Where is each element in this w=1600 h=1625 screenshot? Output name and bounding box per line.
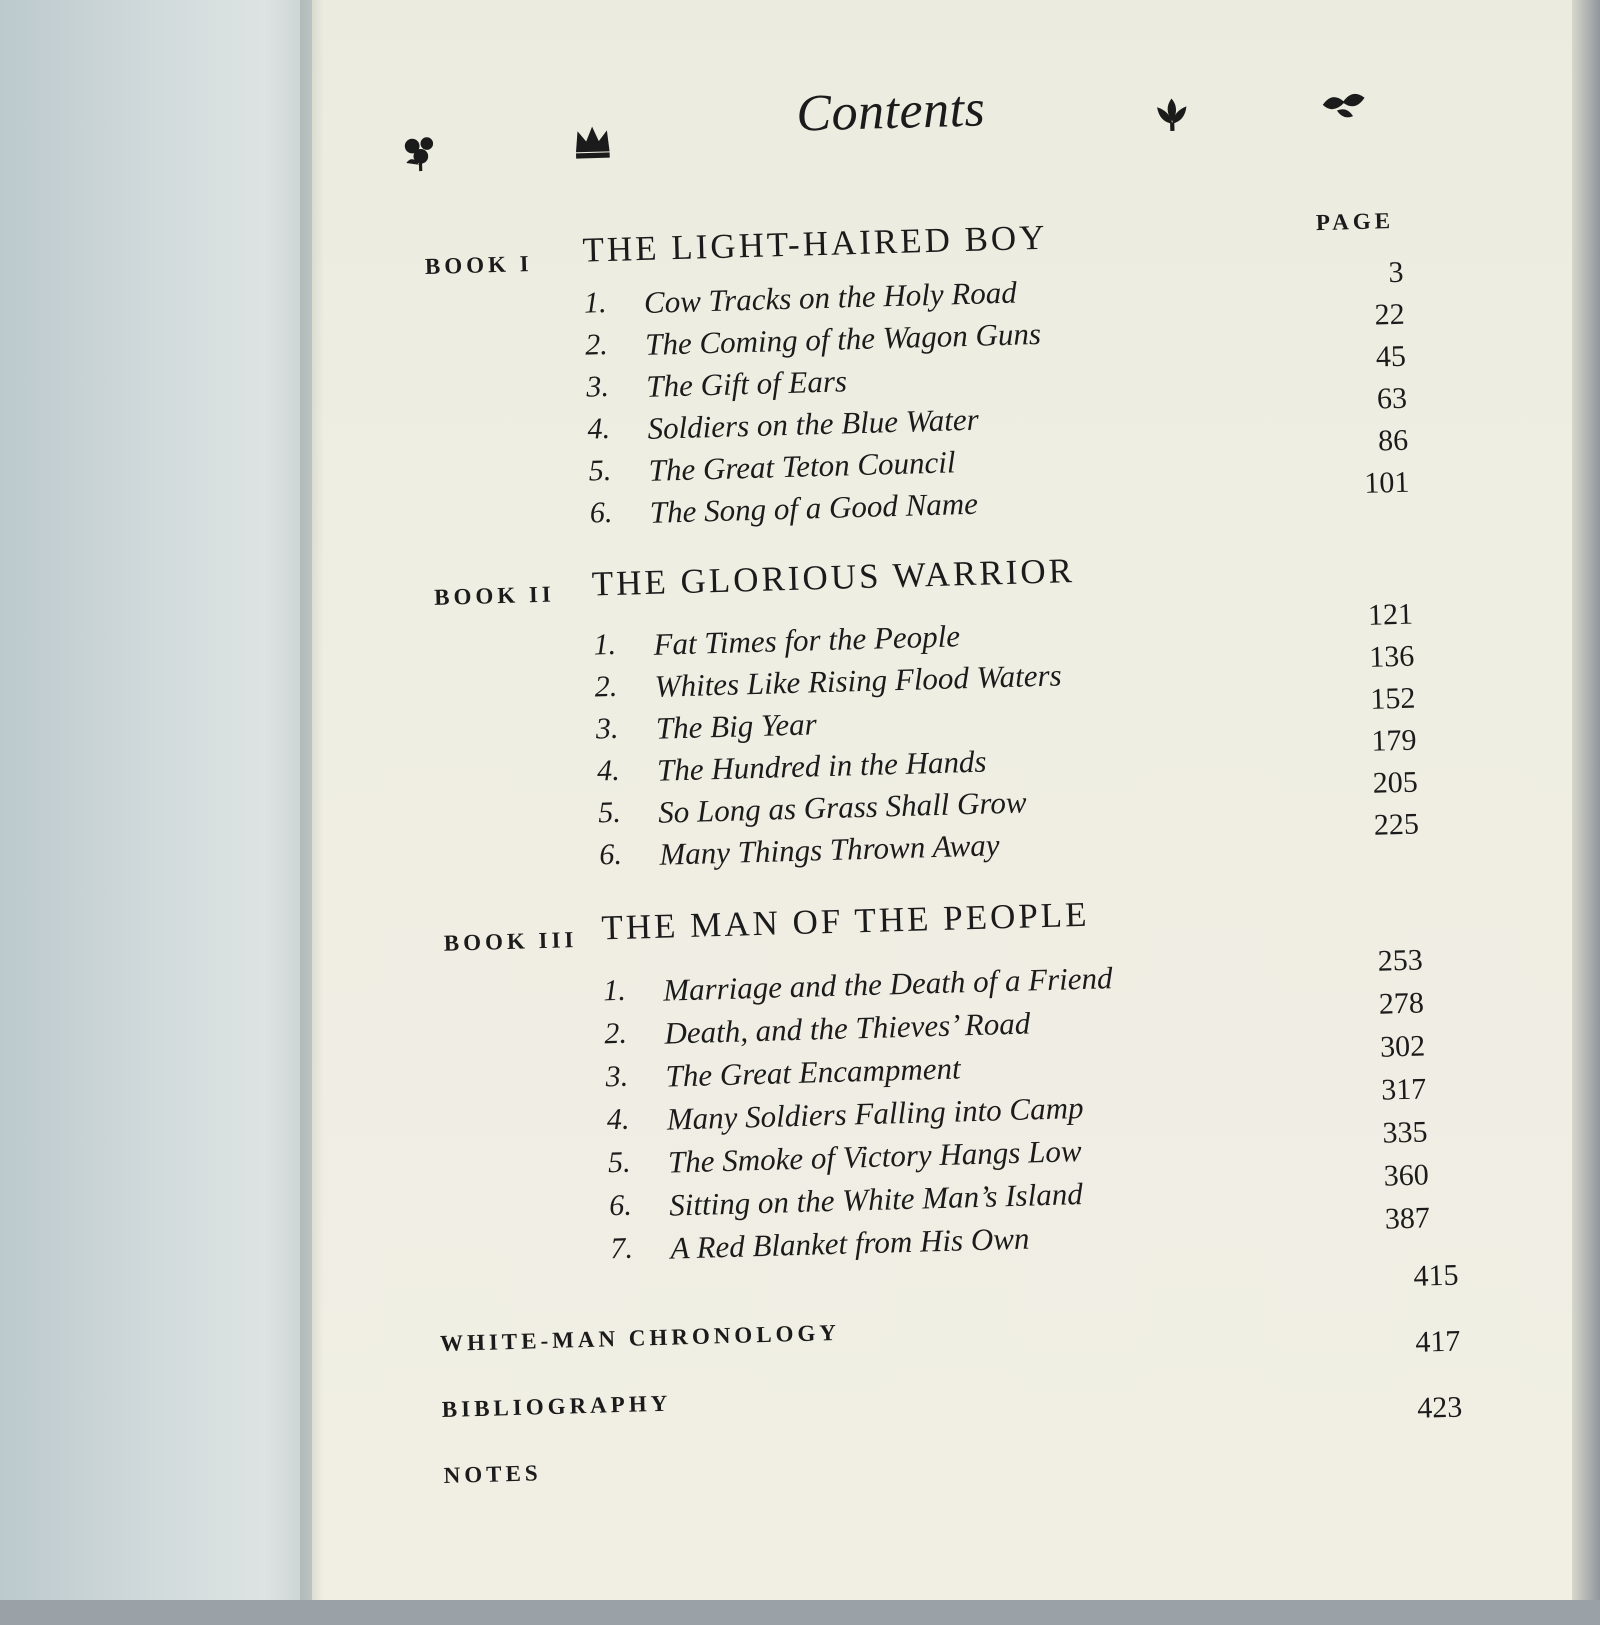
back-matter-label: NOTES	[443, 1460, 542, 1488]
chapter-title: Soldiers on the Blue Water	[647, 401, 980, 446]
chapter-number: 5.	[597, 795, 622, 830]
chapter-number: 6.	[598, 837, 623, 872]
leaf-ornament-icon	[1318, 83, 1369, 126]
chapter-title: The Smoke of Victory Hangs Low	[667, 1133, 1082, 1180]
chapter-number: 4.	[587, 411, 611, 446]
chapter-number: 5.	[607, 1145, 631, 1180]
chapter-page: 45	[1375, 339, 1407, 374]
back-matter-page: 415	[1413, 1258, 1459, 1293]
chapter-number: 6.	[608, 1188, 633, 1223]
chapter-title: Many Soldiers Falling into Camp	[666, 1090, 1084, 1137]
chapter-page: 317	[1380, 1072, 1427, 1107]
chapter-title: The Song of a Good Name	[649, 485, 979, 530]
chapter-page: 101	[1363, 465, 1410, 500]
chapter-number: 1.	[602, 973, 627, 1008]
book-label: BOOK II	[433, 581, 556, 610]
chapter-title: The Great Encampment	[665, 1050, 962, 1094]
chapter-title: Death, and the Thieves’ Road	[663, 1005, 1031, 1051]
chapter-page: 63	[1376, 381, 1408, 416]
chapter-title: Sitting on the White Man’s Island	[668, 1176, 1084, 1223]
chapter-page: 22	[1374, 297, 1406, 332]
chapter-number: 4.	[606, 1102, 630, 1137]
chapter-page: 136	[1368, 639, 1415, 674]
chapter-number: 2.	[603, 1016, 628, 1051]
lotus-ornament-icon	[1150, 92, 1193, 135]
chapter-title: The Coming of the Wagon Guns	[644, 315, 1042, 362]
chapter-number: 1.	[593, 627, 617, 662]
chapter-page: 179	[1371, 723, 1417, 758]
chapter-page: 253	[1377, 943, 1424, 978]
page-title: Contents	[795, 80, 986, 143]
chapter-number: 6.	[589, 495, 613, 530]
chapter-title: The Hundred in the Hands	[656, 743, 987, 788]
chapter-number: 5.	[588, 453, 612, 488]
page-column-heading: PAGE	[1315, 207, 1395, 236]
book-title: THE GLORIOUS WARRIOR	[591, 551, 1076, 604]
chapter-number: 4.	[596, 753, 621, 788]
flower-ornament-icon	[399, 131, 442, 174]
book-title: THE LIGHT-HAIRED BOY	[581, 217, 1048, 270]
chapter-page: 335	[1382, 1115, 1428, 1150]
chapter-title: So Long as Grass Shall Grow	[657, 784, 1027, 830]
chapter-page: 121	[1367, 597, 1414, 632]
chapter-number: 1.	[583, 286, 607, 320]
chapter-title: Fat Times for the People	[653, 618, 961, 662]
chapter-page: 3	[1388, 255, 1404, 290]
chapter-page: 387	[1384, 1201, 1431, 1236]
chapter-title: Marriage and the Death of a Friend	[662, 960, 1113, 1008]
chapter-title: The Gift of Ears	[645, 363, 848, 404]
chapter-number: 3.	[605, 1059, 629, 1094]
chapter-page: 278	[1378, 986, 1425, 1021]
book-title: THE MAN OF THE PEOPLE	[600, 894, 1091, 948]
chapter-title: The Great Teton Council	[648, 444, 956, 488]
chapter-number: 7.	[609, 1231, 634, 1266]
back-matter-label: BIBLIOGRAPHY	[441, 1390, 672, 1423]
chapter-title: Cow Tracks on the Holy Road	[643, 274, 1018, 320]
chapter-page: 225	[1373, 807, 1420, 842]
chapter-title: A Red Blanket from His Own	[669, 1220, 1030, 1266]
chapter-title: Whites Like Rising Flood Waters	[654, 657, 1063, 704]
chapter-title: The Big Year	[655, 706, 818, 746]
chapter-number: 2.	[584, 327, 609, 362]
back-matter-page: 423	[1416, 1390, 1463, 1425]
book-label: BOOK I	[424, 251, 533, 280]
book-label: BOOK III	[443, 927, 578, 956]
back-matter-label: WHITE-MAN CHRONOLOGY	[439, 1319, 841, 1357]
chapter-title: Many Things Thrown Away	[658, 827, 1000, 872]
chapter-number: 3.	[585, 369, 610, 404]
chapter-page: 302	[1379, 1029, 1426, 1064]
back-matter-page: 417	[1414, 1324, 1461, 1359]
chapter-page: 360	[1383, 1158, 1430, 1193]
crown-ornament-icon	[571, 120, 614, 163]
chapter-number: 3.	[595, 711, 619, 746]
chapter-page: 205	[1372, 765, 1419, 800]
chapter-number: 2.	[594, 669, 618, 704]
chapter-page: 86	[1377, 423, 1409, 458]
chapter-page: 152	[1369, 681, 1416, 716]
back-matter-entry	[439, 1258, 1460, 1357]
